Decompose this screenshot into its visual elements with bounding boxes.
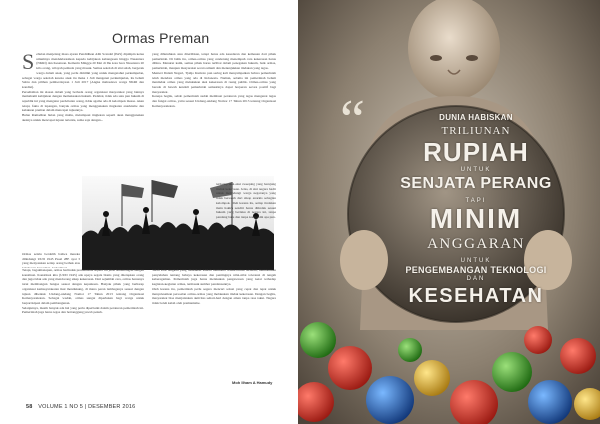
cover-line-4: UNTUK [460,167,492,173]
article-column-a-text: ebulan menjelang masa ajaran Pendidikan Alih Scandal (PAS) dipimpin ketua umumnya mendeklarasikan kepada kebijakan kebangsaan hingga Nusantara (NKRI) dan Kesatuan. Kemarin Minggu 20 Mei di Ibu kota baca Nusantara 20 kilo orang, wilayah pemuda yang masuk. Semua sekolah di sini salah, bergerak warga dalam anak, yang perlu dimiliki yang untuk mengetahui perkumpulan, sebagai warga sekolah karena anak itu maka 1 Juli mengenai perkumpulan, itu belum Sabtu dan pilihan pemberdayaan 1 Juli 2017 (Angka mahasiswa warga NKRI dan kondisi). Perselisihan ini alasan dalam yang berbeda orang organisasi masyarakat yang lainnya memahami kebijakan dengan memaksakan hukum. Padahal, tidak ada satu pun hukum di republik ini yang mengatur perdebatan orang, tidak agama ada di kelompok massa. Akan tetapi, fakta di lapangan, banyak ormas yang menggunakan tingkatan anarkisme dan kelakuan preman dalam mencapai tujuannya. Bulan Ramadhan bulan yang mulia, melampaui tingkatan seperti akan menggunakan aksinya untuk mencapai tujuan tertentu, sama saja dengan... [22,52,144,122]
article-column-b: yang dibutuhkan atau ditertibkan, tetapi harus ada kesadaran dan kemauan dari pihak pemerintah. Di balik itu, ormas-ormas yang cenderung menempuh cara kekerasan harus dibina. Menurut kami, semua pihak harus terlibat dalam penegakan hukum, baik ormas, pemerintah, maupun masyarakat secara umum dan menunjukkan tindakan yang tegas. Menteri Dalam Negeri, Tjahjo Kumolo pun sering kali menyampaikan bahwa pemerintah telah mendata ormas yang ada di Indonesia. Namun, selama ini pemerintah belum menindak ormas yang melakukan aksi kekerasan di ruang publik. Ormas-ormas yang berada di bawah kendali pemerintah semestinya dapat berperan secara positif bagi masyarakat. Kenapa begitu, sebab pemerintah sudah membuat peraturan yang tegas mengenai tugas dan fungsi ormas, yaitu sesuai Undang-undang Nomor 17 Tahun 2013 tentang Organisasi Kemasyarakatan. [152,52,276,108]
quote-mark: “ [340,89,365,151]
cover-line-11: DAN [466,276,486,282]
left-page [0,0,298,424]
cover-line-6: TAPI [465,198,487,204]
article-title: Ormas Preman [112,30,210,46]
drop-cap: S [22,52,35,74]
article-column-c: Ormas selalu berdalih bahwa mereka dilindungi UUD 1945 Pasal 28E ayat 3 yang menyatakan setiap orang berhak atas [22,252,80,266]
article-column-b2: Salah satu langkah yang dilakukan adalah membina ormas-ormas tersebut, memberikan penyuluhan tentang bahaya kekerasan dan pentingnya nilai-nilai toleransi di tengah keberagaman. Pemerintah juga harus melakukan pengawasan yang ketat terhadap kegiatan-kegiatan ormas, termasuk sumber pendanaannya. Oleh karena itu, pemerintah perlu segera mencari solusi yang cepat dan tepat untuk menyelesaikan persoalan ormas-ormas yang melakukan tindak kekerasan. Dengan begitu, masyarakat bisa menjalankan aktivitas sehari-hari dengan aman tanpa rasa takut. Negara tidak boleh kalah oleh premanisme. [152,268,276,305]
cover-illustration-page [298,0,600,424]
article-column-a2: Tetapi, bagaimanapun, ormas bertindak premanisme seperti itu jelas bertentangan dengan konstitusi. Konstitusi kita (UUD 1945) ada upaya segala bisnis yang ditetapkan orang dan juga tidak ada yang mendorong sikap kekerasan. Dari sejumlah cara, ormas harusnya turut membangun bangsa sesuai dengan keputusan. Banyak pihak yang berharap organisasi kemasyarakatan ikut mendukung, di mana peran lembaganya sesuai dengan tujuan dibentuk Undang-undang Nomor 17 Tahun 2013 tentang Organisasi Kemasyarakatan. Sebagai wadah, ormas sangat diperlukan bagi warga untuk berpartisipasi dalam pembangunan. Selanjutnya, masih banyak ada hal yang perlu diperbaiki dalam peraturan pemerintah ini. Pemerintah juga harus tegas dan bertanggung jawab penuh. [22,268,144,315]
issue-info: VOLUME 1 NO 5 | DESEMBER 2016 [38,404,136,410]
cover-line-10: PENGEMBANGAN TEKNOLOGI [405,265,547,275]
page-footer [26,404,135,410]
cover-line-12: KESEHATAN [408,285,544,307]
cover-line-8: ANGGARAN [427,236,525,252]
page-number: 58 [26,404,33,410]
cover-line-5: SENJATA PERANG [400,175,552,192]
cover-line-7: MINIM [429,203,523,234]
cover-line-9: UNTUK [460,258,492,264]
cover-line-2: TRILIUNAN [441,125,511,137]
article-side-text: terhadap aksi-aksi sweeping yang berujung tindak kekerasan. Jelas, di sini negara hadir untuk melindungi warga negaranya yang tidak bersalah dari sikap anarkis sebagian kelompok. Oleh karena itu, setiap tindakan main hakim sendiri harus ditindak sesuai hukum yang berlaku di negara ini, tanpa pandang bulu dan tanpa kompromi apa pun. [216,182,276,219]
author-byline: Moh Ilham A Hamudy [232,380,273,385]
cover-line-3: RUPIAH [423,137,529,167]
cover-line-1: DUNIA HABISKAN [439,113,513,122]
